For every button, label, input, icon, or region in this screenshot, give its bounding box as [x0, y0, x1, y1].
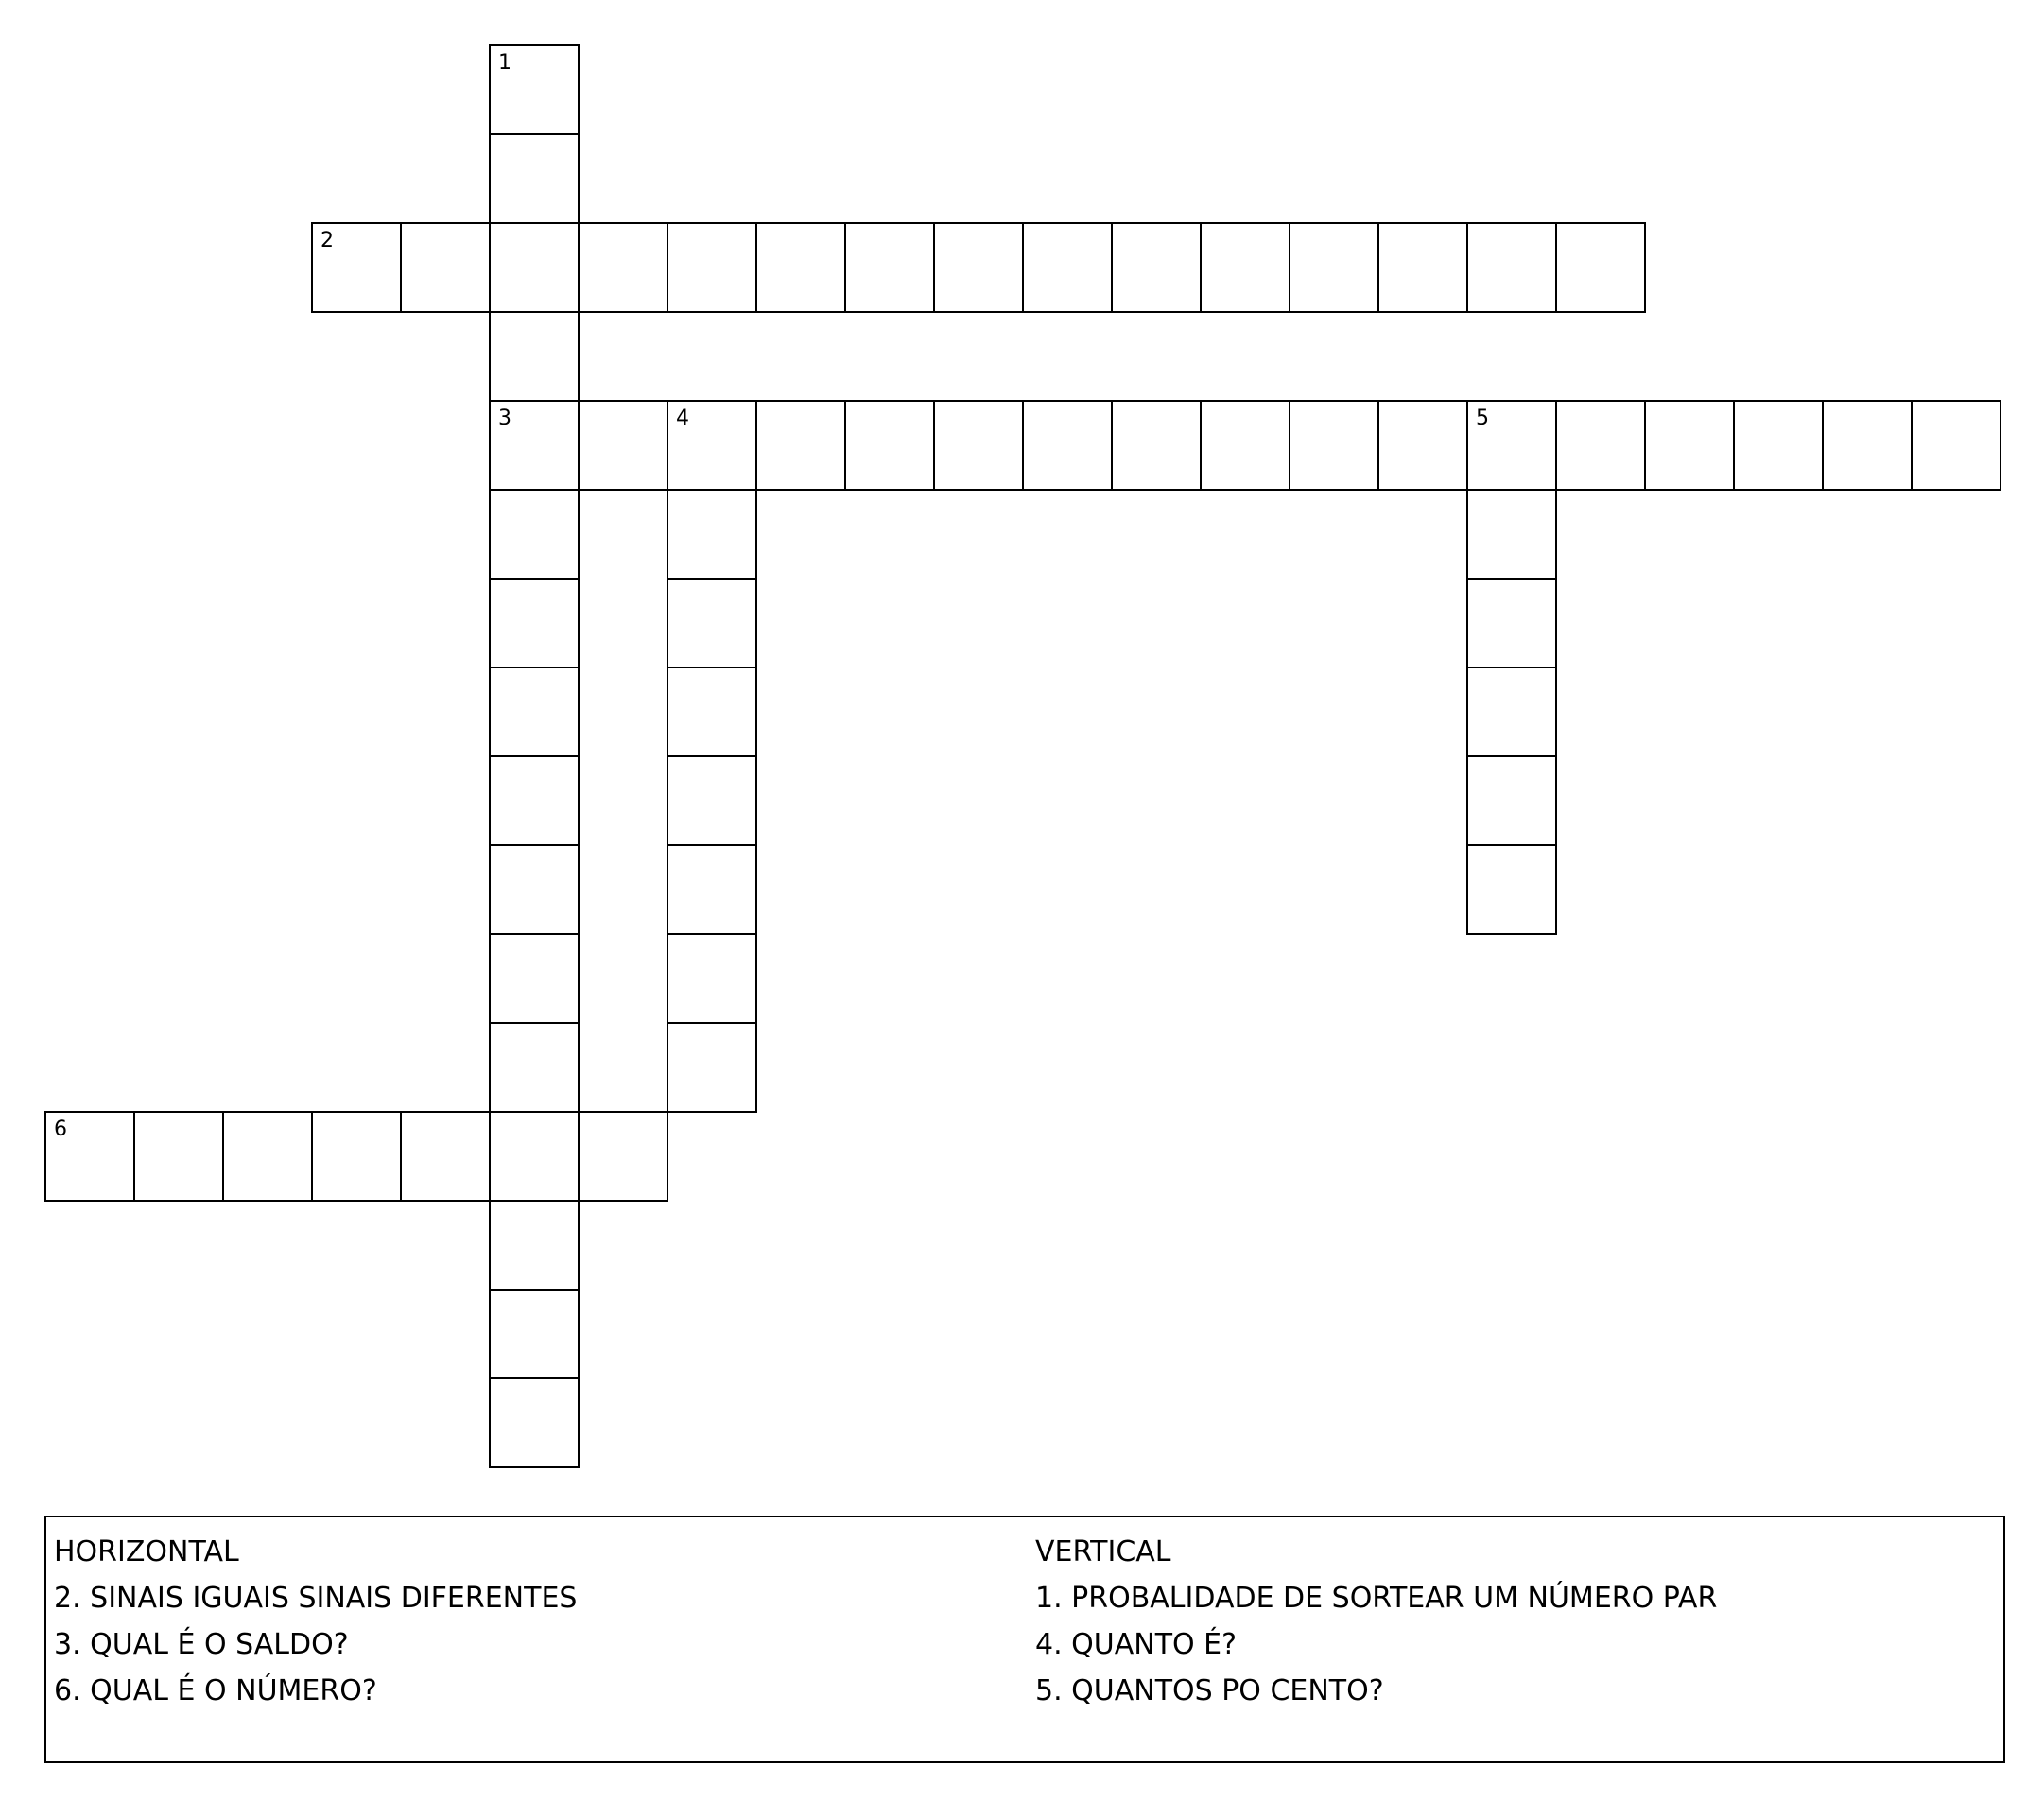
crossword-cell[interactable] — [489, 1111, 580, 1202]
crossword-cell[interactable] — [489, 222, 580, 313]
crossword-cell[interactable] — [1111, 400, 1202, 491]
crossword-cell[interactable] — [489, 1289, 580, 1379]
crossword-cell[interactable] — [489, 311, 580, 402]
crossword-cell[interactable] — [1111, 222, 1202, 313]
crossword-cell[interactable] — [489, 755, 580, 846]
crossword-cell[interactable] — [755, 222, 846, 313]
crossword-cell[interactable] — [578, 222, 668, 313]
crossword-cell[interactable] — [1377, 222, 1468, 313]
crossword-cell[interactable] — [755, 400, 846, 491]
crossword-cell[interactable] — [489, 578, 580, 668]
clue-6-across: 6. QUAL É O NÚMERO? — [54, 1674, 377, 1707]
crossword-cell[interactable] — [667, 400, 757, 491]
clues-box — [44, 1516, 2005, 1763]
crossword-cell[interactable] — [489, 44, 580, 135]
crossword-cell[interactable] — [1555, 222, 1646, 313]
crossword-cell[interactable] — [578, 1111, 668, 1202]
crossword-cell[interactable] — [1822, 400, 1913, 491]
clue-number-6: 6 — [54, 1118, 67, 1141]
horizontal-clues — [54, 1529, 577, 1714]
clue-number-5: 5 — [1476, 407, 1489, 430]
crossword-cell[interactable] — [489, 133, 580, 224]
crossword-cell[interactable] — [44, 1111, 135, 1202]
crossword-cell[interactable] — [1289, 400, 1379, 491]
crossword-cell[interactable] — [1289, 222, 1379, 313]
crossword-cell[interactable] — [1200, 222, 1290, 313]
crossword-cell[interactable] — [489, 489, 580, 580]
clue-4-down: 4. QUANTO É? — [1035, 1628, 1238, 1661]
crossword-cell[interactable] — [667, 844, 757, 935]
crossword-cell[interactable] — [667, 222, 757, 313]
crossword-cell[interactable] — [400, 1111, 491, 1202]
clue-number-1: 1 — [498, 51, 511, 75]
crossword-cell[interactable] — [578, 400, 668, 491]
crossword-cell[interactable] — [1377, 400, 1468, 491]
crossword-cell[interactable] — [489, 1022, 580, 1113]
horizontal-heading: HORIZONTAL — [54, 1535, 239, 1568]
crossword-cell[interactable] — [667, 489, 757, 580]
crossword-cell[interactable] — [667, 755, 757, 846]
crossword-cell[interactable] — [489, 1377, 580, 1468]
crossword-cell[interactable] — [667, 1022, 757, 1113]
vertical-heading: VERTICAL — [1035, 1535, 1171, 1568]
crossword-cell[interactable] — [667, 933, 757, 1024]
crossword-cell[interactable] — [844, 400, 935, 491]
crossword-cell[interactable] — [1466, 667, 1557, 757]
crossword-cell[interactable] — [933, 400, 1024, 491]
crossword-cell[interactable] — [933, 222, 1024, 313]
crossword-cell[interactable] — [222, 1111, 313, 1202]
crossword-cell[interactable] — [1466, 755, 1557, 846]
clue-number-2: 2 — [320, 229, 334, 252]
crossword-cell[interactable] — [489, 933, 580, 1024]
clue-5-down: 5. QUANTOS PO CENTO? — [1035, 1674, 1384, 1707]
crossword-cell[interactable] — [1466, 844, 1557, 935]
crossword-cell[interactable] — [1466, 489, 1557, 580]
crossword-cell[interactable] — [1733, 400, 1824, 491]
crossword-cell[interactable] — [1911, 400, 2001, 491]
crossword-cell[interactable] — [489, 667, 580, 757]
clue-3-across: 3. QUAL É O SALDO? — [54, 1628, 349, 1661]
vertical-clues — [1035, 1529, 1717, 1714]
clue-number-4: 4 — [676, 407, 689, 430]
crossword-cell[interactable] — [489, 1200, 580, 1291]
crossword-cell[interactable] — [489, 844, 580, 935]
crossword-cell[interactable] — [400, 222, 491, 313]
crossword-cell[interactable] — [133, 1111, 224, 1202]
clue-2-across: 2. SINAIS IGUAIS SINAIS DIFERENTES — [54, 1582, 578, 1615]
crossword-cell[interactable] — [311, 222, 402, 313]
crossword-cell[interactable] — [311, 1111, 402, 1202]
crossword-cell[interactable] — [1644, 400, 1735, 491]
crossword-cell[interactable] — [1022, 222, 1113, 313]
crossword-cell[interactable] — [1200, 400, 1290, 491]
crossword-cell[interactable] — [1466, 222, 1557, 313]
crossword-cell[interactable] — [1022, 400, 1113, 491]
crossword-cell[interactable] — [1466, 578, 1557, 668]
crossword-cell[interactable] — [844, 222, 935, 313]
clue-number-3: 3 — [498, 407, 511, 430]
crossword-cell[interactable] — [489, 400, 580, 491]
crossword-cell[interactable] — [667, 667, 757, 757]
crossword-cell[interactable] — [667, 578, 757, 668]
crossword-cell[interactable] — [1466, 400, 1557, 491]
clue-1-down: 1. PROBALIDADE DE SORTEAR UM NÚMERO PAR — [1035, 1582, 1718, 1615]
crossword-cell[interactable] — [1555, 400, 1646, 491]
